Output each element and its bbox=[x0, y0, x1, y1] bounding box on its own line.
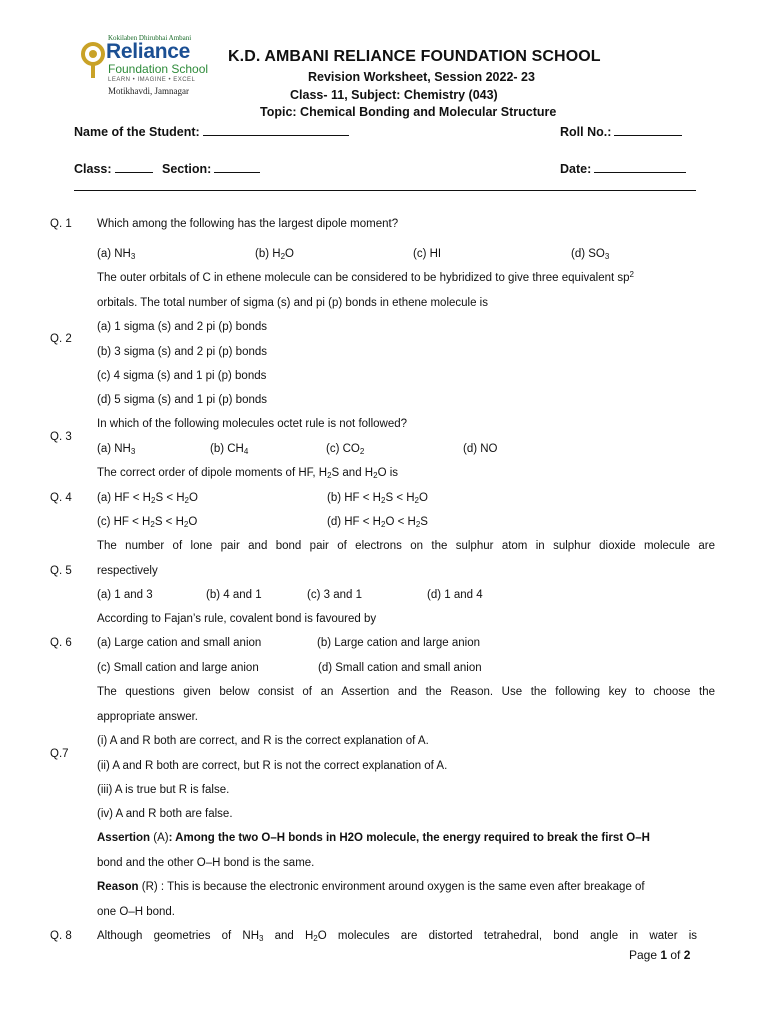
flame-emblem-icon bbox=[80, 40, 106, 80]
section-field[interactable] bbox=[162, 160, 260, 176]
q7-assertion-line2: bond and the other O–H bond is the same. bbox=[97, 857, 315, 869]
q7-assertion-line1: Assertion (A): Among the two O–H bonds in H2O molecule, the energy required to break the first O–H bbox=[97, 832, 650, 844]
q6-option-b: (b) Large cation and large anion bbox=[317, 637, 481, 649]
q7-reason-line1: Reason (R) : This is because the electronic environment around oxygen is the same even after breakage of bbox=[97, 881, 645, 893]
roll-no-blank[interactable] bbox=[614, 123, 682, 136]
logo-name: Reliance bbox=[106, 40, 190, 63]
q5-option-b: (b) 4 and 1 bbox=[206, 589, 262, 601]
page-number: Page 1 of 2 bbox=[629, 948, 691, 962]
q6-text: According to Fajan’s rule, covalent bond is favoured by bbox=[97, 613, 377, 625]
q7-key-3: (iii) A is true but R is false. bbox=[97, 784, 230, 796]
class-field[interactable] bbox=[74, 160, 153, 176]
q1-option-a: (a) $NH_3$ bbox=[97, 248, 136, 261]
q7-key-2: (ii) A and R both are correct, but R is not the correct explanation of A. bbox=[97, 760, 448, 772]
school-logo bbox=[78, 34, 213, 100]
section-blank[interactable] bbox=[214, 160, 260, 173]
q5-text-line1: The number of lone pair and bond pair of electrons on the sulphur atom in sulphur dioxide molecule are bbox=[97, 540, 715, 552]
logo-top-line: Kokilaben Dhirubhai Ambani bbox=[108, 34, 192, 42]
q3-option-d: (d) NO bbox=[463, 443, 498, 455]
date-label: Date: bbox=[560, 162, 592, 176]
q2-option-b: (b) 3 sigma (s) and 2 pi (p) bonds bbox=[97, 346, 268, 358]
q5-option-d: (d) 1 and 4 bbox=[427, 589, 483, 601]
q4-option-b: (b) HF < $H_2S < H_2O$ bbox=[327, 492, 428, 505]
q2-number: Q. 2 bbox=[50, 333, 72, 345]
q8-text: Although geometries of $NH_3$ and $H_2O$ molecules are distorted tetrahedral, bond angle in water is bbox=[97, 930, 697, 943]
q2-option-a: (a) 1 sigma (s) and 2 pi (p) bonds bbox=[97, 321, 268, 333]
q7-reason-line2: one O–H bond. bbox=[97, 906, 176, 918]
logo-subtitle: Foundation School bbox=[108, 62, 209, 76]
q5-text-line2: respectively bbox=[97, 565, 158, 577]
q6-number: Q. 6 bbox=[50, 637, 72, 649]
q3-number: Q. 3 bbox=[50, 431, 72, 443]
q1-text: Which among the following has the largest dipole moment? bbox=[97, 218, 399, 230]
class-label: Class: bbox=[74, 162, 112, 176]
q2-option-c: (c) 4 sigma (s) and 1 pi (p) bonds bbox=[97, 370, 267, 382]
q7-text-line2: appropriate answer. bbox=[97, 711, 199, 723]
q2-text-line1: The outer orbitals of C in ethene molecule can be considered to be hybridized to give three equivalent $sp^2$ bbox=[97, 270, 634, 284]
student-name-label: Name of the Student: bbox=[74, 125, 200, 139]
q3-option-a: (a) $NH_3$ bbox=[97, 443, 136, 456]
school-name: K.D. AMBANI RELIANCE FOUNDATION SCHOOL bbox=[228, 48, 601, 65]
q7-text-line1: The questions given below consist of an Assertion and the Reason. Use the following key to choose the bbox=[97, 686, 715, 698]
date-blank[interactable] bbox=[594, 160, 686, 173]
q3-option-b: (b) $CH_4$ bbox=[210, 443, 249, 456]
q3-option-c: (c) $CO_2$ bbox=[326, 443, 365, 456]
logo-tagline: LEARN • IMAGINE • EXCEL bbox=[108, 77, 196, 83]
roll-no-label: Roll No.: bbox=[560, 125, 612, 139]
q4-text: The correct order of dipole moments of HF, $H_2S$ and $H_2O$ is bbox=[97, 467, 399, 480]
q2-option-d: (d) 5 sigma (s) and 1 pi (p) bonds bbox=[97, 394, 268, 406]
topic: Topic: Chemical Bonding and Molecular Structure bbox=[260, 105, 557, 119]
date-field[interactable] bbox=[560, 160, 686, 176]
q1-option-d: (d) $SO_3$ bbox=[571, 248, 610, 261]
q6-option-d: (d) Small cation and small anion bbox=[318, 662, 482, 674]
q6-option-a: (a) Large cation and small anion bbox=[97, 637, 262, 649]
student-name-blank[interactable] bbox=[203, 123, 349, 136]
q1-option-b: (b) $H_2O$ bbox=[255, 248, 294, 261]
q4-number: Q. 4 bbox=[50, 492, 72, 504]
q1-number: Q. 1 bbox=[50, 218, 72, 230]
header-divider bbox=[74, 190, 696, 191]
worksheet-title: Revision Worksheet, Session 2022- 23 bbox=[308, 70, 535, 84]
q7-key-1: (i) A and R both are correct, and R is the correct explanation of A. bbox=[97, 735, 429, 747]
logo-location: Motikhavdi, Jamnagar bbox=[108, 86, 189, 96]
q5-option-a: (a) 1 and 3 bbox=[97, 589, 153, 601]
class-blank[interactable] bbox=[115, 160, 153, 173]
q2-text-line2: orbitals. The total number of sigma (s) and pi (p) bonds in ethene molecule is bbox=[97, 297, 488, 309]
q3-text: In which of the following molecules octet rule is not followed? bbox=[97, 418, 408, 430]
q4-option-d: (d) HF < $H_2O < H_2S$ bbox=[327, 516, 428, 529]
class-subject: Class- 11, Subject: Chemistry (043) bbox=[290, 88, 498, 102]
q8-number: Q. 8 bbox=[50, 930, 72, 942]
student-name-field[interactable] bbox=[74, 123, 349, 139]
q7-number: Q.7 bbox=[50, 748, 69, 760]
q4-option-c: (c) HF < $H_2S < H_2O$ bbox=[97, 516, 198, 529]
q7-key-4: (iv) A and R both are false. bbox=[97, 808, 233, 820]
q6-option-c: (c) Small cation and large anion bbox=[97, 662, 259, 674]
q1-option-c: (c) HI bbox=[413, 248, 442, 260]
q5-number: Q. 5 bbox=[50, 565, 72, 577]
section-label: Section: bbox=[162, 162, 212, 176]
q5-option-c: (c) 3 and 1 bbox=[307, 589, 362, 601]
roll-no-field[interactable] bbox=[560, 123, 682, 139]
q4-option-a: (a) HF < $H_2S < H_2O$ bbox=[97, 492, 198, 505]
